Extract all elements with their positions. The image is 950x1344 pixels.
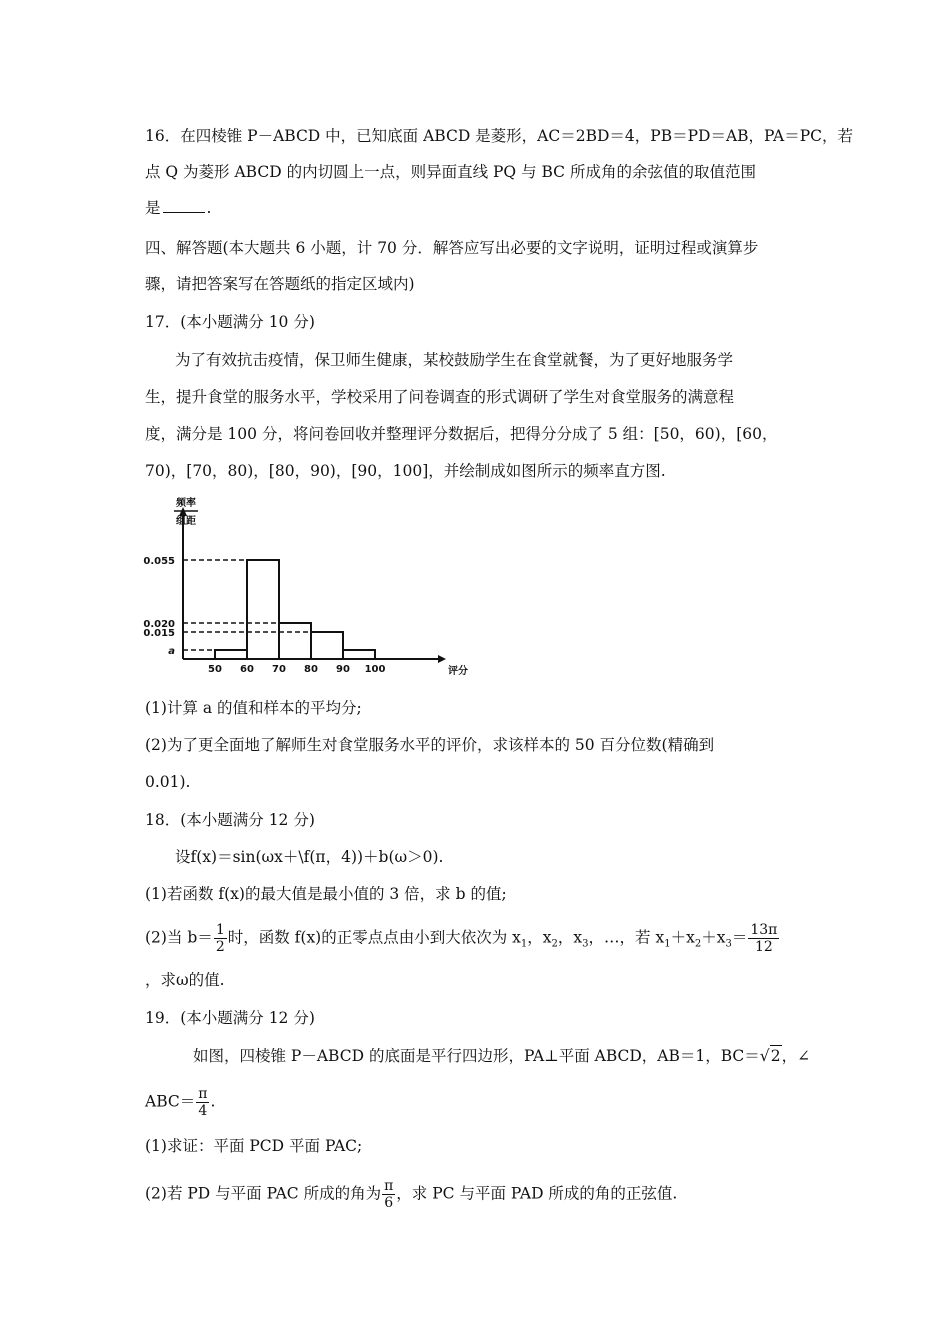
- answer-blank: [163, 198, 205, 213]
- q17-paragraph-1: 为了有效抗击疫情，保卫师生健康，某校鼓励学生在食堂就餐，为了更好地服务学: [175, 351, 734, 369]
- histogram-bar: [215, 650, 247, 659]
- q17-part-2-line-2: 0.01).: [145, 773, 191, 791]
- q19-header: 19．(本小题满分 12 分): [145, 1009, 315, 1027]
- q19-paragraph-1-end: ，∠: [781, 1047, 811, 1065]
- fraction-denominator: 6: [384, 1195, 394, 1211]
- q18-part-1: (1)若函数 f(x)的最大值是最小值的 3 倍，求 b 的值;: [145, 885, 507, 903]
- q17-paragraph-2: 生，提升食堂的服务水平，学校采用了问卷调查的形式调研了学生对食堂服务的满意程: [145, 388, 735, 406]
- q17-part-1: (1)计算 a 的值和样本的平均分;: [145, 699, 362, 717]
- q19-part-2: [145, 1178, 677, 1211]
- q19-part-2-end: ，求 PC 与平面 PAD 所成的角的正弦值.: [396, 1184, 678, 1203]
- q18-part-2-mid5: ＋x: [670, 928, 695, 947]
- fraction-half: [214, 922, 227, 955]
- x-axis-label: 评分: [448, 666, 468, 677]
- q19-part-1: (1)求证：平面 PCD 平面 PAC;: [145, 1137, 363, 1155]
- subscript: 1: [520, 938, 528, 950]
- y-tick-label: 0.055: [143, 556, 175, 567]
- q18-part-2-mid3: ，x: [557, 928, 583, 947]
- histogram-bar: [279, 623, 311, 659]
- q19-paragraph-1: 如图，四棱锥 P－ABCD 的底面是平行四边形，PA⊥平面 ABCD，AB＝1，BC＝√2，∠: [193, 1047, 811, 1065]
- subscript: 2: [551, 938, 558, 950]
- subscript: 3: [725, 938, 732, 950]
- section-4-line-2: 骤，请把答案写在答题纸的指定区域内): [145, 275, 415, 293]
- sqrt-radicand: 2: [770, 1047, 781, 1065]
- q16-line-3-pre: 是: [145, 199, 161, 217]
- fraction-numerator: π: [198, 1086, 208, 1102]
- x-axis-arrow: [438, 655, 446, 663]
- q19-paragraph-2: [145, 1086, 215, 1119]
- q16-line-2: 点 Q 为菱形 ABCD 的内切圆上一点，则异面直线 PQ 与 BC 所成角的余弦值的取值范围: [145, 163, 756, 181]
- fraction-pi-4: [196, 1086, 209, 1119]
- q18-header: 18．(本小题满分 12 分): [145, 811, 315, 829]
- q19-paragraph-2-pre: ABC＝: [145, 1092, 196, 1111]
- histogram-bar: [247, 560, 279, 659]
- q17-header: 17．(本小题满分 10 分): [145, 313, 315, 331]
- y-tick-label: a: [168, 646, 175, 657]
- subscript: 1: [664, 938, 671, 950]
- subscript: 3: [582, 938, 589, 950]
- fraction-13pi-12: [748, 922, 779, 955]
- x-tick-label: 90: [336, 664, 350, 675]
- fraction-denominator: 12: [754, 939, 773, 955]
- q18-function: 设f(x)＝sin(ωx＋\f(π，4))＋b(ω＞0).: [175, 848, 444, 866]
- y-tick-label: 0.015: [143, 628, 175, 639]
- q16-line-3-post: .: [206, 199, 212, 217]
- x-tick-label: 100: [364, 664, 386, 675]
- fraction-numerator: π: [384, 1178, 394, 1194]
- x-tick-label: 80: [304, 664, 318, 675]
- histogram-bar: [311, 632, 343, 659]
- y-axis-label-bottom: 组距: [176, 516, 196, 527]
- q18-part-2-pre: (2)当 b＝: [145, 928, 213, 947]
- fraction-denominator: 2: [215, 939, 225, 955]
- subscript: 2: [694, 938, 702, 950]
- q19-part-2-pre: (2)若 PD 与平面 PAC 所成的角为: [145, 1184, 382, 1203]
- y-axis-label-top: 频率: [176, 498, 196, 509]
- frequency-histogram: [140, 494, 480, 684]
- q19-paragraph-1-text: 如图，四棱锥 P－ABCD 的底面是平行四边形，PA⊥平面 ABCD，AB＝1，BC＝: [193, 1047, 760, 1065]
- x-tick-label: 70: [272, 664, 286, 675]
- q17-paragraph-4: 70)，[70，80)，[80，90)，[90，100]，并绘制成如图所示的频率直方图.: [145, 462, 666, 480]
- x-tick-label: 60: [240, 664, 254, 675]
- q19-paragraph-2-end: .: [210, 1092, 216, 1111]
- y-tick-label: 0.020: [143, 619, 175, 630]
- q18-part-2: [145, 922, 780, 955]
- q16-line-3: [145, 198, 211, 218]
- fraction-numerator: 13π: [750, 922, 778, 938]
- equals-sign: ＝: [731, 928, 748, 947]
- q18-part-2-end: ，求ω的值.: [145, 971, 225, 989]
- q18-part-2-mid: 时，函数 f(x)的正零点点由小到大依次为 x: [227, 928, 521, 947]
- fraction-numerator: 1: [215, 922, 225, 938]
- q17-part-2-line-1: (2)为了更全面地了解师生对食堂服务水平的评价，求该样本的 50 百分位数(精确到: [145, 736, 715, 754]
- q18-part-2-mid4: ，…，若 x: [588, 928, 665, 947]
- section-4-line-1: 四、解答题(本大题共 6 小题，计 70 分．解答应写出必要的文字说明，证明过程或演算步: [145, 239, 759, 257]
- q18-part-2-mid2: ，x: [527, 928, 552, 947]
- q16-line-1: 16．在四棱锥 P－ABCD 中，已知底面 ABCD 是菱形，AC＝2BD＝4，PB＝PD＝AB，PA＝PC，若: [145, 127, 854, 145]
- q17-paragraph-3: 度，满分是 100 分，将问卷回收并整理评分数据后，把得分分成了 5 组：[50，60)，[60，: [145, 425, 778, 443]
- fraction-denominator: 4: [198, 1103, 208, 1119]
- q18-part-2-mid6: ＋x: [701, 928, 726, 947]
- fraction-pi-6: [382, 1178, 395, 1211]
- histogram-bar: [343, 650, 375, 659]
- x-tick-label: 50: [208, 664, 222, 675]
